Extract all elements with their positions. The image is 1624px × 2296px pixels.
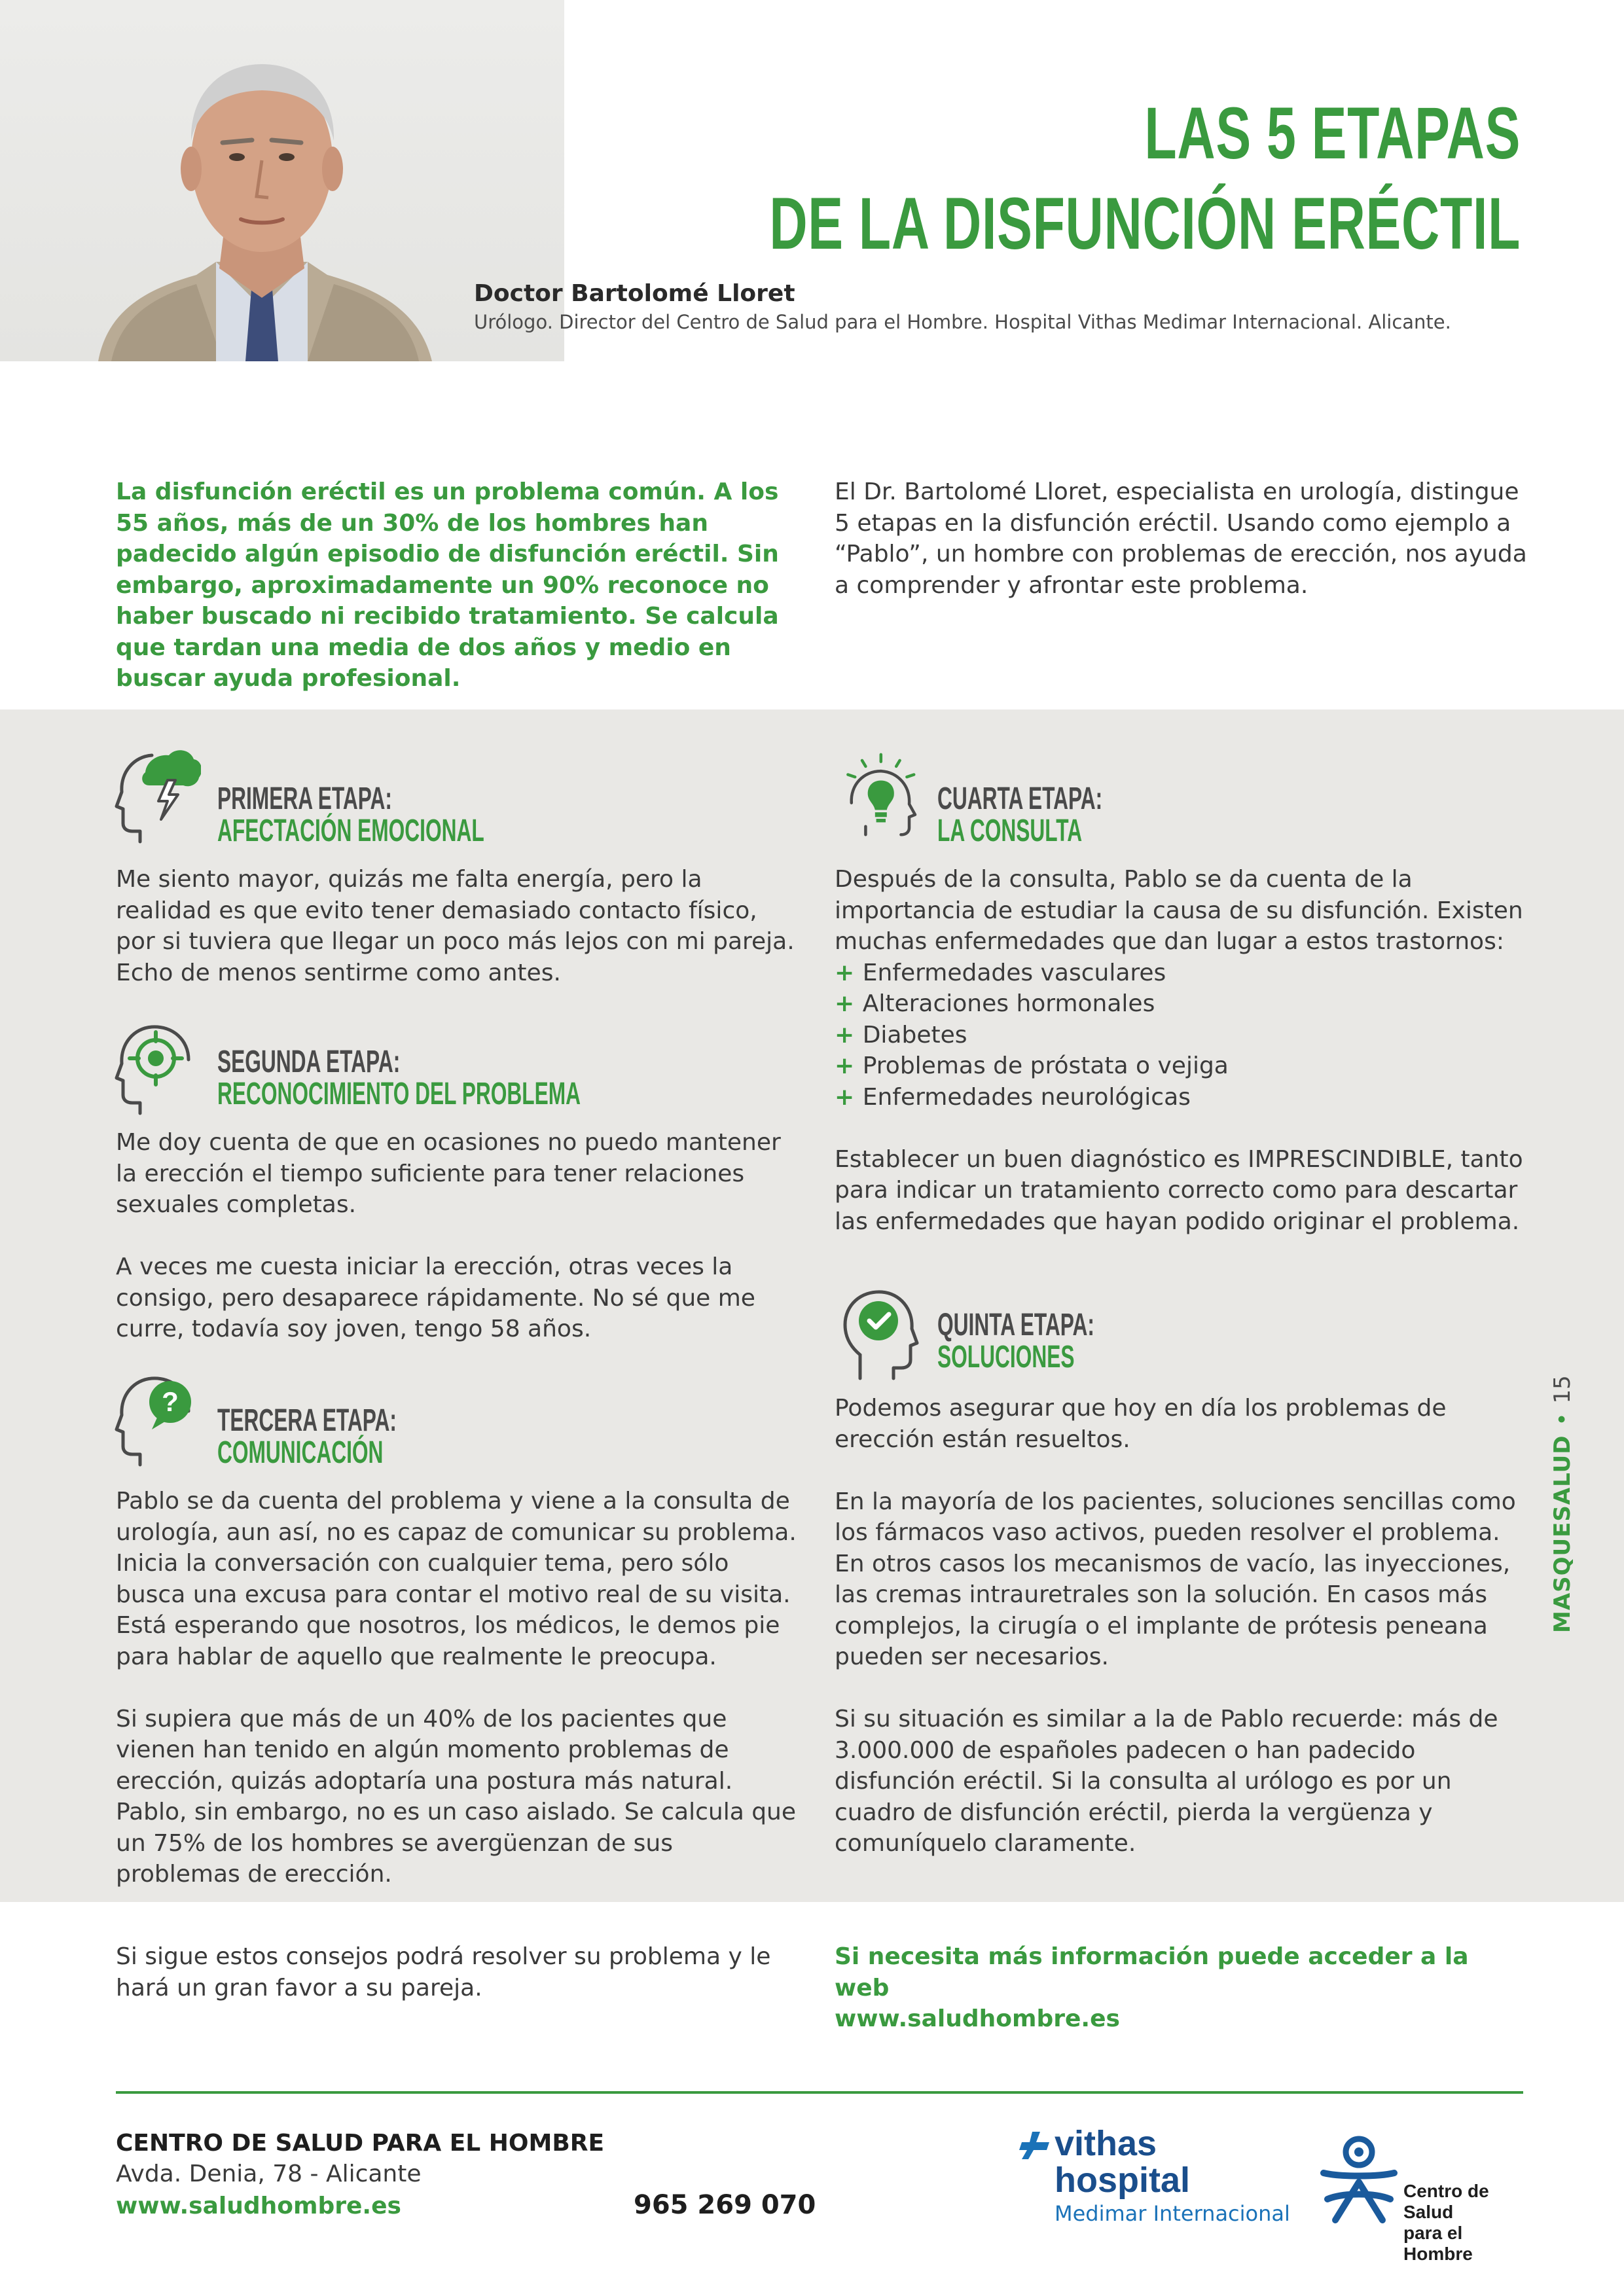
intro-paragraph: El Dr. Bartolomé Lloret, especialista en urología, distingue 5 etapas en la disfunción eréctil. Usando como ejemplo a “Pablo”, un hombre con problemas de erección, nos ayuda a comprender y afrontar este problema.	[835, 478, 1527, 599]
stage-4-subtitle: LA CONSULTA	[937, 814, 1083, 848]
head-lightning-cloud-icon	[113, 746, 201, 844]
author-role: Urólogo. Director del Centro de Salud para el Hombre. Hospital Vithas Medimar Internacional. Alicante.	[474, 311, 1451, 333]
csh-line-2: para el Hombre	[1403, 2223, 1473, 2264]
closing-info-text: Si necesita más información puede acceder a la web	[835, 1943, 1469, 2001]
csh-line-1: Centro de Salud	[1403, 2181, 1489, 2222]
causes-list	[835, 958, 1528, 1113]
page-title	[769, 88, 1521, 269]
stage-2-paragraph-1: Me doy cuenta de que en ocasiones no puedo mantener la erección el tiempo suficiente para tener relaciones sexuales completas.	[116, 1129, 781, 1218]
stage-4-title: CUARTA ETAPA:	[937, 781, 1103, 816]
stage-4-outro: Establecer un buen diagnóstico es IMPRESCINDIBLE, tanto para indicar un tratamiento correcto como para descartar las enfermedades que hayan podido originar el problema.	[835, 1145, 1523, 1235]
stage-2-paragraph-2: A veces me cuesta iniciar la erección, otras veces la consigo, pero desaparece rápidamente. No sé que me curre, todavía soy joven, tengo 58 años.	[116, 1253, 755, 1342]
head-lightbulb-icon	[833, 746, 921, 844]
stage-5-paragraph-2: En la mayoría de los pacientes, soluciones sencillas como los fármacos vaso activos, pueden resolver el problema. En otros casos los mecanismos de vacío, las inyecciones, las cremas intrauretrales son la solución. En casos más complejos, la cirugía o el implante de prótesis peneana pueden ser necesarios.	[835, 1488, 1516, 1670]
list-item: + Enfermedades vasculares	[835, 958, 1528, 989]
centro-salud-hombre-icon	[1317, 2134, 1401, 2225]
list-item: + Problemas de próstata o vejiga	[835, 1050, 1528, 1082]
title-line-1: LAS 5 ETAPAS	[1144, 92, 1521, 174]
stage-1-heading	[217, 783, 484, 847]
head-target-icon	[113, 1018, 201, 1116]
stage-3-paragraph-1: Pablo se da cuenta del problema y viene a la consulta de urología, aun así, no es capaz de comunicar su problema. Inicia la conversación con cualquier tema, pero sólo busca una excusa para contar el motivo real de su visita. Está esperando que nosotros, los médicos, le demos pie para hablar de aquello que realmente le preocupa.	[116, 1488, 797, 1670]
stage-3-text	[116, 1486, 803, 1890]
closing-web-link[interactable]: www.saludhombre.es	[835, 2005, 1120, 2032]
footer-organization: CENTRO DE SALUD PARA EL HOMBRE	[116, 2130, 605, 2157]
footer-phone: 965 269 070	[634, 2190, 816, 2220]
stage-4-heading	[937, 783, 1102, 847]
stage-1-paragraph: Me siento mayor, quizás me falta energía, pero la realidad es que evito tener demasiado contacto físico, por si tuviera que llegar un poco más lejos con mi pareja. Echo de menos sentirme como antes.	[116, 866, 795, 986]
centro-salud-hombre-logo	[1317, 2134, 1526, 2264]
closing-advice: Si sigue estos consejos podrá resolver su problema y le hará un gran favor a su pareja.	[116, 1943, 771, 2001]
vithas-hospital-logo	[1018, 2124, 1293, 2226]
magazine-name: MASQUESALUD	[1549, 1435, 1576, 1633]
stage-4-intro: Después de la consulta, Pablo se da cuenta de la importancia de estudiar la causa de su disfunción. Existen muchas enfermedades que dan lugar a estos trastornos:	[835, 866, 1523, 955]
doctor-portrait-illustration	[0, 0, 564, 361]
stage-5-paragraph-3: Si su situación es similar a la de Pablo recuerde: más de 3.000.000 de españoles padecen o han padecido disfunción eréctil. Si la consulta al urólogo es por un cuadro de disfunción eréctil, pierda la vergüenza y comuníquelo claramente.	[835, 1706, 1498, 1857]
stage-5-title: QUINTA ETAPA:	[937, 1308, 1094, 1342]
footer-web-link[interactable]: www.saludhombre.es	[116, 2193, 401, 2219]
list-item: + Alteraciones hormonales	[835, 988, 1528, 1020]
stage-3-paragraph-2: Si supiera que más de un 40% de los pacientes que vienen han tenido en algún momento problemas de erección, quizás adoptaría una postura más natural. Pablo, sin embargo, no es un caso aislado. Se calcula que un 75% de los hombres se avergüenzan de sus problemas de erección.	[116, 1705, 797, 1888]
stage-3-title: TERCERA ETAPA:	[217, 1403, 397, 1438]
stage-3-subtitle: COMUNICACIÓN	[217, 1435, 384, 1470]
page-side-label	[1549, 1375, 1576, 1633]
stage-2-text	[116, 1127, 803, 1345]
stage-5-paragraph-1: Podemos asegurar que hoy en día los problemas de erección están resueltos.	[835, 1395, 1447, 1453]
footer-divider	[116, 2091, 1523, 2094]
page-number: 15	[1549, 1375, 1576, 1404]
stage-1-text	[116, 864, 803, 988]
vithas-hospital-word: hospital	[1055, 2161, 1191, 2200]
stage-5-heading	[937, 1309, 1094, 1373]
stage-2-subtitle: RECONOCIMIENTO DEL PROBLEMA	[217, 1077, 581, 1111]
stage-5-subtitle: SOLUCIONES	[937, 1340, 1075, 1374]
author-photo	[0, 0, 564, 361]
list-item: + Diabetes	[835, 1020, 1528, 1051]
head-question-bubble-icon	[113, 1369, 201, 1467]
head-checkmark-icon	[833, 1283, 921, 1381]
closing-info	[835, 1941, 1528, 2035]
vithas-cross-icon	[1018, 2129, 1052, 2161]
author-name: Doctor Bartolomé Lloret	[474, 280, 795, 307]
stage-4-text	[835, 864, 1528, 1237]
stage-2-title: SEGUNDA ETAPA:	[217, 1045, 401, 1079]
stage-5-text	[835, 1393, 1528, 1859]
svg-text:?: ?	[162, 1386, 179, 1417]
list-item: + Enfermedades neurológicas	[835, 1082, 1528, 1113]
stage-1-subtitle: AFECTACIÓN EMOCIONAL	[217, 814, 484, 848]
stage-1-title: PRIMERA ETAPA:	[217, 781, 392, 816]
vithas-name: vithas	[1055, 2124, 1157, 2163]
stage-3-heading	[217, 1405, 397, 1469]
footer-address: Avda. Denia, 78 - Alicante	[116, 2161, 422, 2187]
intro-lead: La disfunción eréctil es un problema común. A los 55 años, más de un 30% de los hombres han padecido algún episodio de disfunción eréctil. Sin embargo, aproximadamente un 90% reconoce no haber buscado ni recibido tratamiento. Se calcula que tardan una media de dos años y medio en buscar ayuda profesional.	[116, 478, 779, 692]
title-line-2: DE LA DISFUNCIÓN ERÉCTIL	[769, 183, 1521, 264]
vithas-site: Medimar Internacional	[1055, 2201, 1290, 2226]
csh-text	[1403, 2181, 1526, 2265]
separator-dot: •	[1549, 1412, 1576, 1426]
stage-2-heading	[217, 1046, 581, 1110]
